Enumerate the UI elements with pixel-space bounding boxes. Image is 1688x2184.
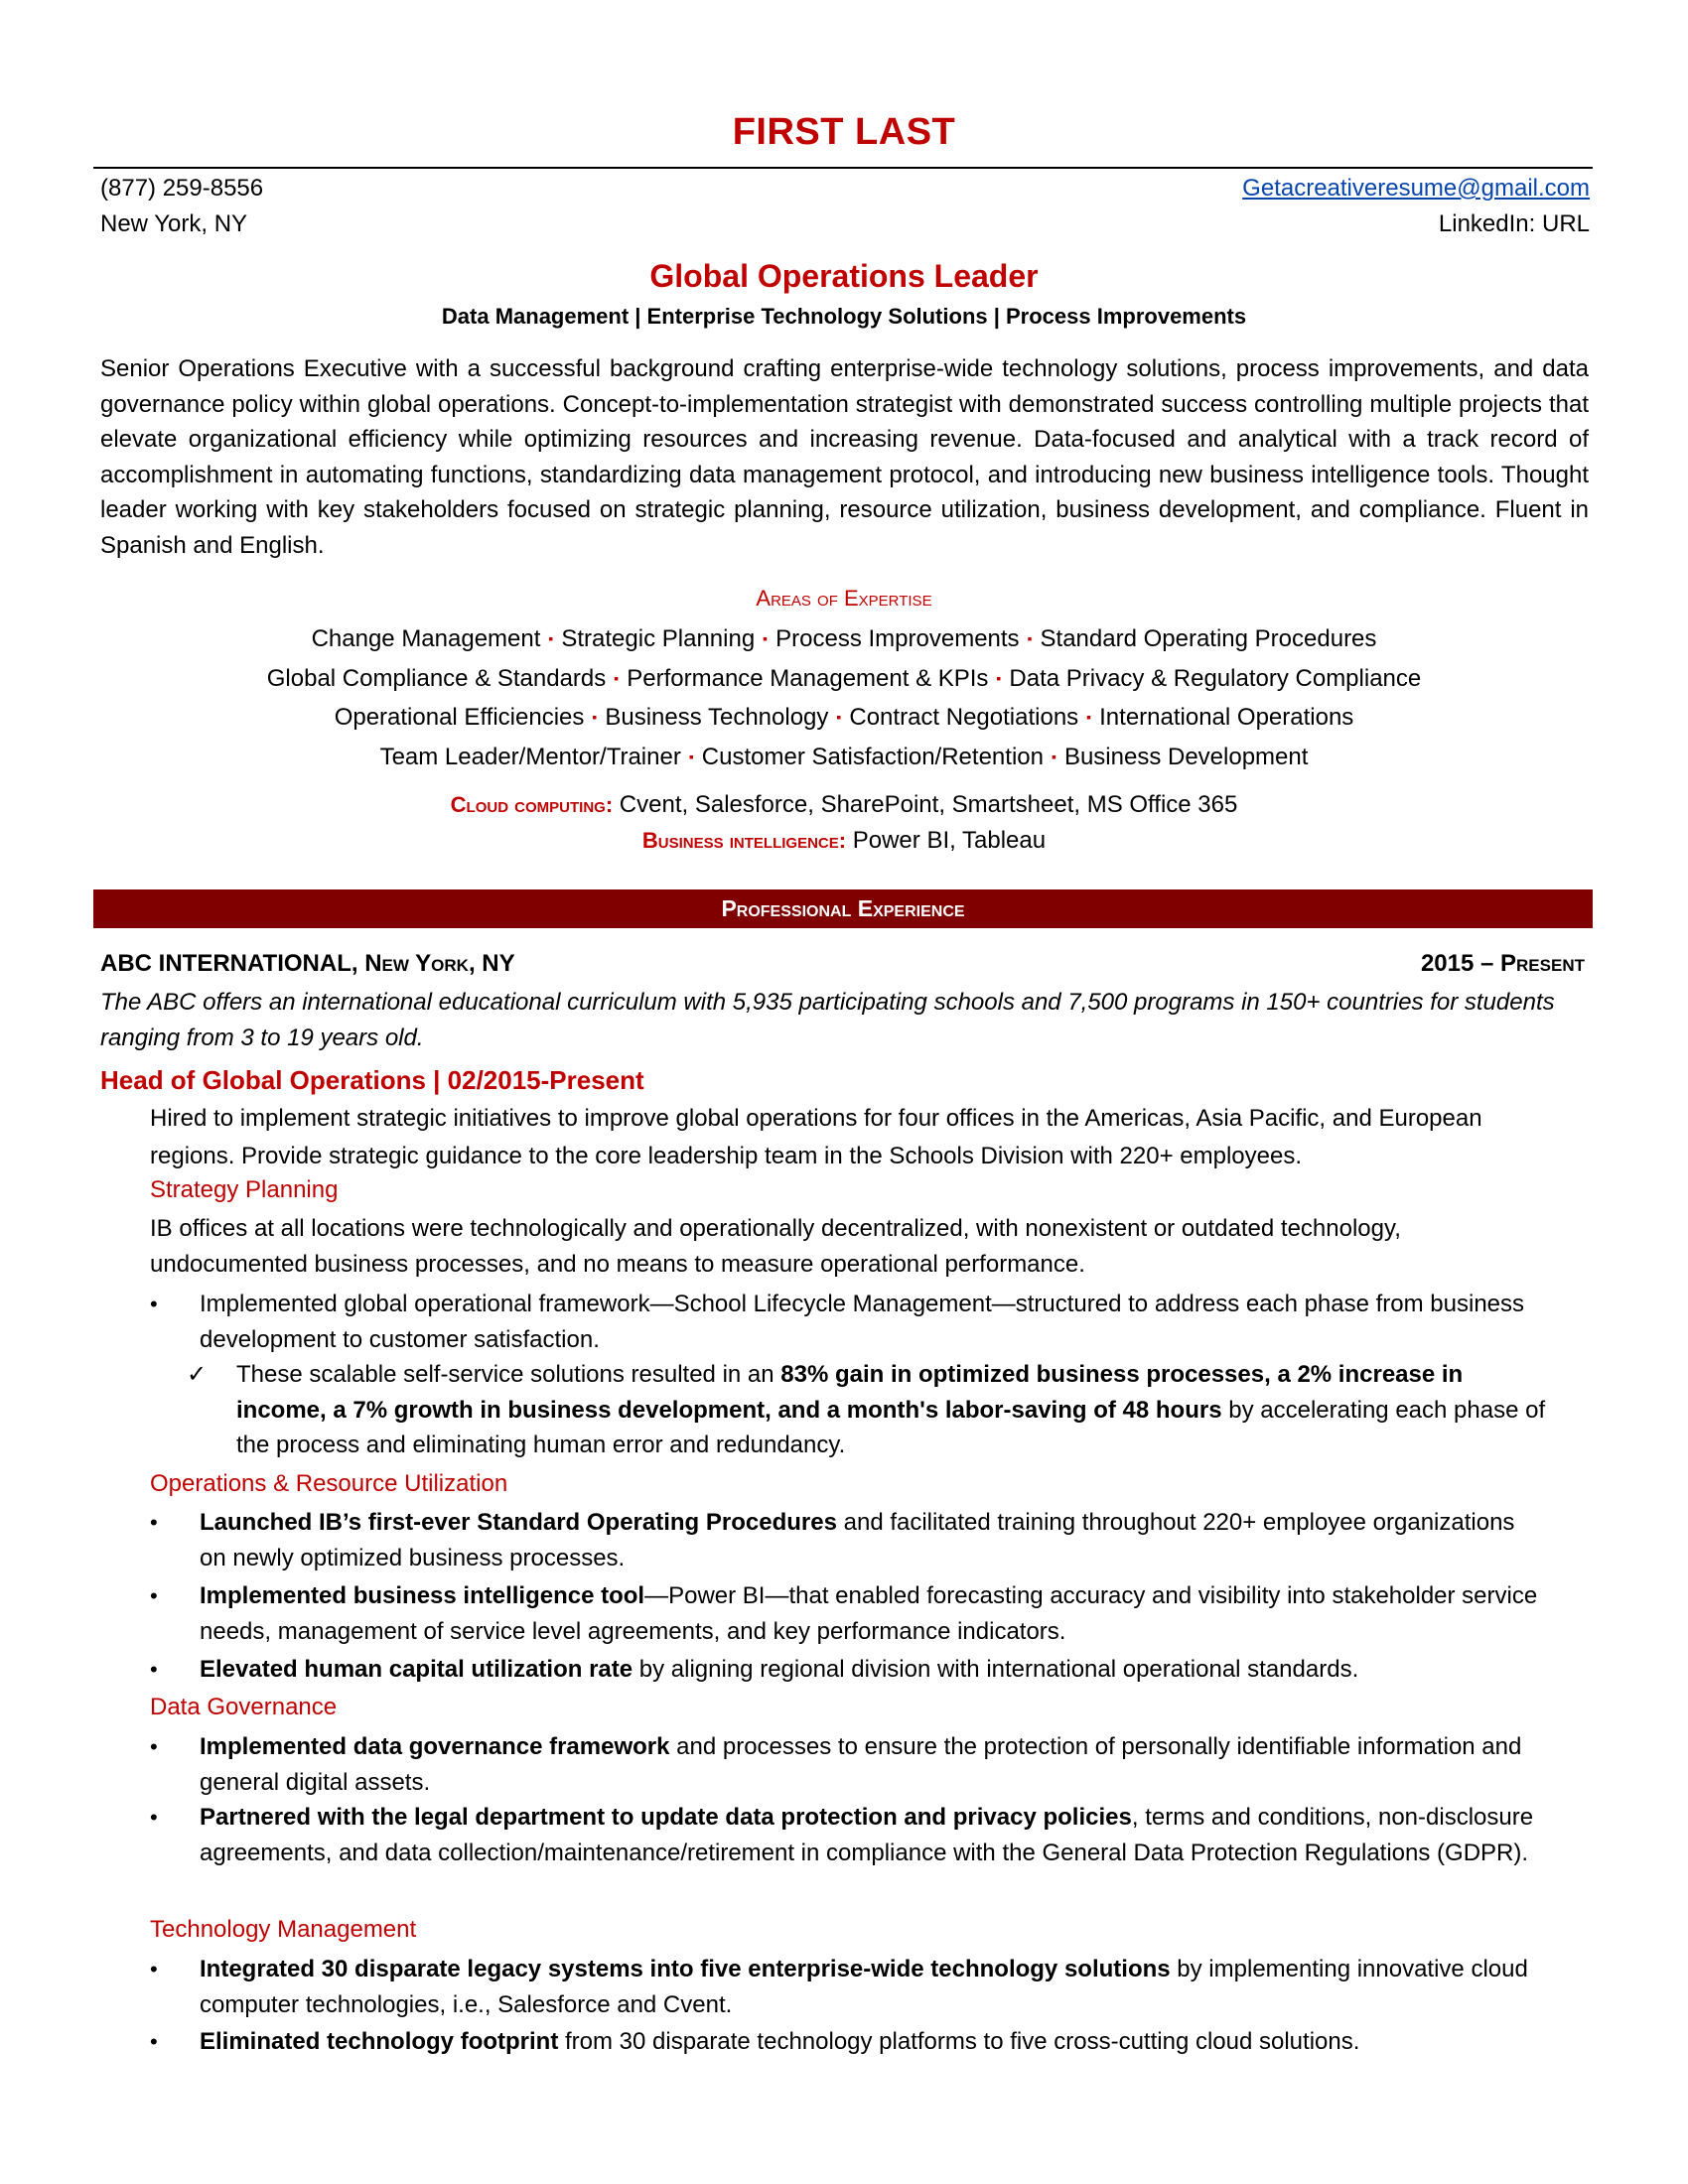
expertise-item: Data Privacy & Regulatory Compliance [1009, 664, 1422, 692]
bullet-icon: • [150, 1734, 158, 1759]
bullet-icon: • [150, 2029, 158, 2054]
role-title: Head of Global Operations | 02/2015-Present [100, 1065, 644, 1095]
list-item: • Implemented data governance framework and processes to ensure the protection of personally identifiable information and general digital assets. [150, 1729, 1540, 1801]
bullet-icon: • [150, 1657, 158, 1682]
square-bullet-icon: ▪ [592, 709, 598, 725]
expertise-item: International Operations [1099, 704, 1354, 731]
expertise-item: Standard Operating Procedures [1040, 625, 1377, 652]
expertise-item: Global Compliance & Standards [266, 664, 607, 692]
list-item: • Integrated 30 disparate legacy systems into five enterprise-wide technology solutions by implementing innovative cloud computer technologies, i.e., Salesforce and Cvent. [150, 1952, 1540, 2023]
expertise-line [0, 619, 1688, 659]
employment-dates [1421, 950, 1585, 978]
expertise-item: Change Management [311, 625, 541, 652]
strategy-bullet: Implemented global operational framework—School Lifecycle Management—structured to address each phase from business development to customer satisfaction. [200, 1291, 1525, 1353]
list-item [150, 1287, 1540, 1358]
expertise-item: Strategic Planning [561, 625, 756, 652]
square-bullet-icon: ▪ [996, 669, 1002, 686]
governance-heading: Data Governance [150, 1694, 338, 1720]
dates-present: Present [1493, 950, 1585, 977]
square-bullet-icon: ▪ [836, 709, 842, 725]
company-location: New York, NY [357, 950, 515, 977]
cloud-computing-value: Cvent, Salesforce, SharePoint, Smartsheet, MS Office 365 [613, 791, 1238, 818]
expertise-line [0, 698, 1688, 738]
phone-number: (877) 259-8556 [100, 175, 264, 202]
role-intro: Hired to implement strategic initiatives to improve global operations for four offices in the Americas, Asia Pacific, and European regions. Provide strategic guidance to the core leadership team in the Schools Division with 220+ employees. [150, 1105, 1482, 1169]
cloud-computing-line [0, 787, 1688, 823]
expertise-item: Operational Efficiencies [334, 704, 585, 731]
list-item: • Launched IB’s first-ever Standard Operating Procedures and facilitated training throughout 220+ employee organizations on newly optimized business processes. [150, 1505, 1540, 1576]
list-item: • Implemented business intelligence tool—Power BI—that enabled forecasting accuracy and visibility into stakeholder service needs, management of service level agreements, and key performance indicators. [150, 1578, 1540, 1650]
square-bullet-icon: ▪ [1027, 630, 1033, 646]
experience-banner [93, 889, 1593, 928]
header-divider [93, 167, 1593, 169]
contact-right [1242, 171, 1590, 242]
candidate-name: FIRST LAST [732, 111, 956, 153]
bullet-icon: • [150, 1583, 158, 1608]
bullet-icon: • [150, 1957, 158, 1981]
square-bullet-icon: ▪ [614, 669, 620, 686]
expertise-item: Customer Satisfaction/Retention [701, 743, 1044, 770]
company-description: The ABC offers an international educational curriculum with 5,935 participating schools and 7,500 programs in 150+ countries for students ranging from 3 to 19 years old. [100, 989, 1555, 1051]
strategy-paragraph: IB offices at all locations were technologically and operationally decentralized, with nonexistent or outdated technology, undocumented business processes, and no means to measure operational performance. [150, 1215, 1401, 1278]
cloud-computing-label: Cloud computing: [450, 792, 614, 817]
expertise-line [0, 659, 1688, 699]
business-intelligence-value: Power BI, Tableau [846, 827, 1047, 854]
bullet-icon: • [150, 1805, 158, 1830]
bullet-icon: • [150, 1292, 158, 1316]
list-item: • Partnered with the legal department to update data protection and privacy policies, terms and conditions, non-disclosure agreements, and data collection/maintenance/retirement in compliance with the General Data Protection Regulations (GDPR). [150, 1800, 1540, 1907]
headline-subtitle: Data Management | Enterprise Technology Solutions | Process Improvements [441, 304, 1247, 329]
square-bullet-icon: ▪ [548, 630, 554, 646]
strategy-heading: Strategy Planning [150, 1176, 339, 1203]
email-link[interactable]: Getacreativeresume@gmail.com [1242, 175, 1590, 202]
expertise-item: Business Technology [605, 704, 829, 731]
dates-year: 2015 – [1420, 950, 1494, 977]
business-intelligence-line [0, 823, 1688, 859]
expertise-item: Team Leader/Mentor/Trainer [379, 743, 681, 770]
square-bullet-icon: ▪ [763, 630, 769, 646]
location: New York, NY [100, 210, 248, 237]
expertise-item: Performance Management & KPIs [627, 664, 989, 692]
headline-title: Global Operations Leader [649, 258, 1039, 294]
expertise-item: Business Development [1063, 743, 1309, 770]
square-bullet-icon: ▪ [1051, 748, 1056, 764]
expertise-list [0, 619, 1688, 776]
contact-left [100, 171, 263, 242]
linkedin: LinkedIn: URL [1438, 210, 1590, 237]
checkmark-icon: ✓ [187, 1361, 208, 1388]
list-item [187, 1357, 1557, 1464]
square-bullet-icon: ▪ [688, 748, 694, 764]
operations-heading: Operations & Resource Utilization [150, 1470, 508, 1497]
expertise-line [0, 738, 1688, 777]
experience-heading: Professional Experience [721, 895, 965, 921]
company-line [100, 950, 515, 978]
strategy-result: These scalable self-service solutions resulted in an 83% gain in optimized business processes, a 2% increase in income, a 7% growth in business development, and a month's labor-saving of 48 hours by accelerating each phase of the process and eliminating human error and redundancy. [236, 1361, 1546, 1458]
expertise-item: Process Improvements [775, 625, 1020, 652]
list-item: • Eliminated technology footprint from 30 disparate technology platforms to five cross-cutting cloud solutions. [150, 2024, 1540, 2060]
list-item: • Elevated human capital utilization rate by aligning regional division with international operational standards. [150, 1652, 1540, 1688]
square-bullet-icon: ▪ [1086, 709, 1092, 725]
company-name: ABC INTERNATIONAL, [100, 950, 358, 977]
summary-paragraph: Senior Operations Executive with a successful background crafting enterprise-wide technology solutions, process improvements, and data governance policy within global operations. Concept-to-implementation strategist with demonstrated success controlling multiple projects that elevate organizational efficiency while optimizing resources and increasing revenue. Data-focused and analytical with a track record of accomplishment in automating functions, standardizing data management protocol, and introducing new business intelligence tools. Thought leader working with key stakeholders focused on strategic planning, resource utilization, business development, and compliance. Fluent in Spanish and English. [100, 355, 1589, 559]
technology-heading: Technology Management [150, 1916, 417, 1943]
expertise-heading: Areas of Expertise [756, 586, 932, 611]
expertise-item: Contract Negotiations [849, 704, 1079, 731]
business-intelligence-label: Business intelligence: [641, 828, 847, 853]
bullet-icon: • [150, 1510, 158, 1535]
